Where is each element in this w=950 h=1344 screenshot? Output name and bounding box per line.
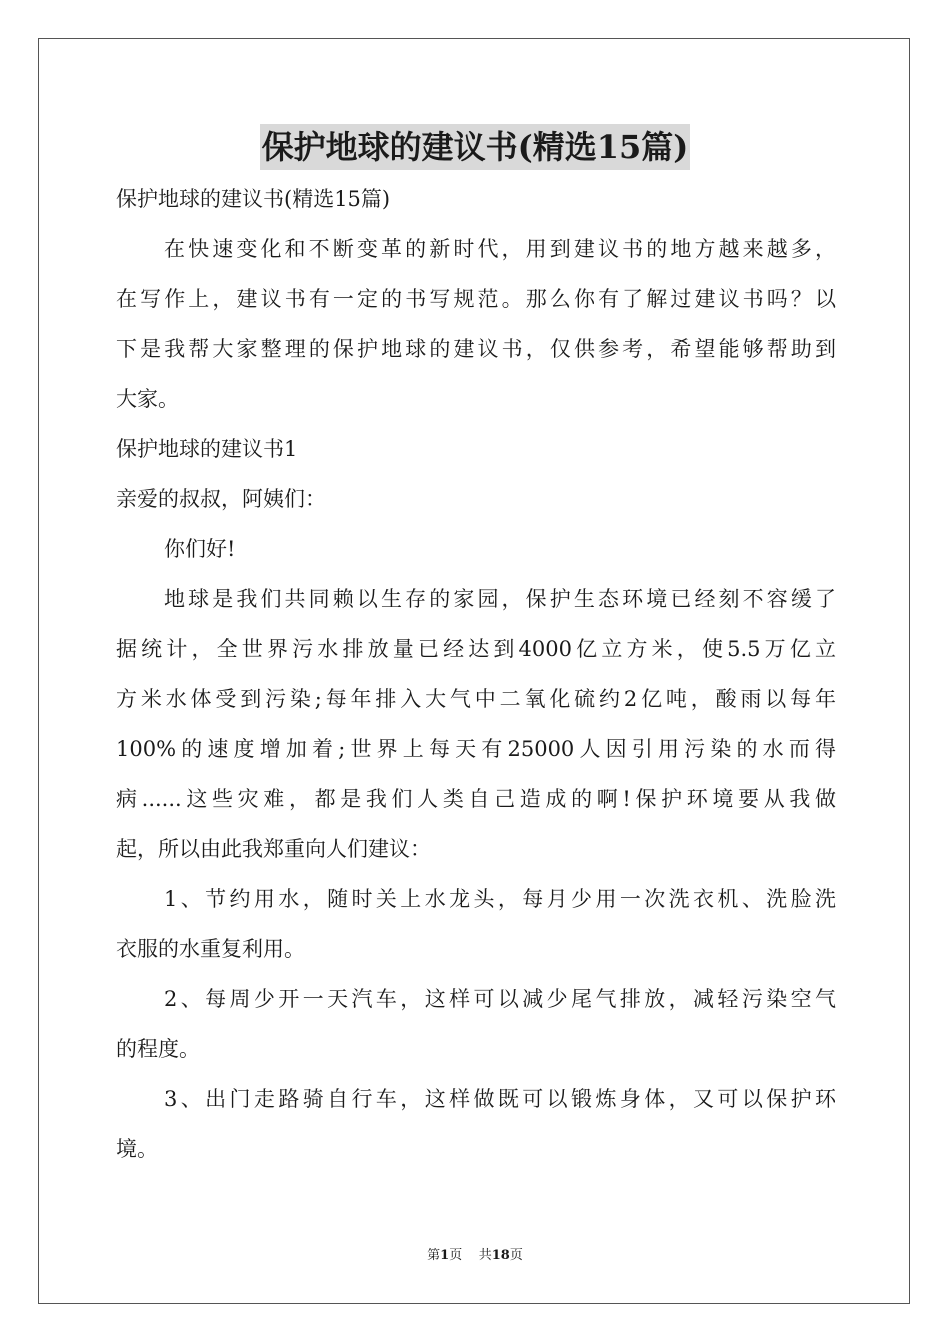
text-line: 下是我帮大家整理的保护地球的建议书，仅供参考，希望能够帮助到 — [116, 337, 836, 361]
text-line: 1、节约用水，随时关上水龙头，每月少用一次洗衣机、洗脸洗 — [164, 887, 836, 911]
text-line: 100%的速度增加着;世界上每天有25000人因引用污染的水而得 — [116, 737, 836, 761]
text-line: 你们好! — [164, 537, 236, 561]
title-container — [0, 124, 950, 170]
text-line: 在写作上，建议书有一定的书写规范。那么你有了解过建议书吗？以 — [116, 287, 836, 311]
text-line: 保护地球的建议书1 — [116, 437, 298, 461]
text-line: 3、出门走路骑自行车，这样做既可以锻炼身体，又可以保护环 — [164, 1087, 836, 1111]
text-line: 在快速变化和不断变革的新时代，用到建议书的地方越来越多， — [164, 237, 836, 261]
footer-total-prefix: 共 — [478, 1248, 492, 1263]
text-line: 保护地球的建议书(精选15篇) — [116, 187, 391, 211]
footer-page-prefix: 第 — [427, 1248, 441, 1263]
text-line: 境。 — [116, 1137, 158, 1161]
footer-page-number: 1 — [440, 1248, 450, 1263]
footer-total-suffix: 页 — [509, 1248, 523, 1263]
text-line: 亲爱的叔叔，阿姨们： — [116, 487, 326, 511]
text-line: 方米水体受到污染;每年排入大气中二氧化硫约2亿吨，酸雨以每年 — [116, 687, 836, 711]
text-line: 大家。 — [116, 387, 179, 411]
text-line: 的程度。 — [116, 1037, 200, 1061]
text-line: 2、每周少开一天汽车，这样可以减少尾气排放，减轻污染空气 — [164, 987, 836, 1011]
text-line: 据统计，全世界污水排放量已经达到4000亿立方米，使5.5万亿立 — [116, 637, 836, 661]
text-line: 地球是我们共同赖以生存的家园，保护生态环境已经刻不容缓了 — [164, 587, 836, 611]
text-line: 衣服的水重复利用。 — [116, 937, 305, 961]
document-title: 保护地球的建议书(精选15篇) — [260, 124, 691, 170]
document-body — [116, 174, 836, 1174]
page-footer — [0, 1247, 950, 1265]
footer-page-suffix: 页 — [449, 1248, 463, 1263]
footer-total-pages: 18 — [491, 1248, 510, 1263]
text-line: 病......这些灾难，都是我们人类自己造成的啊!保护环境要从我做 — [116, 787, 836, 811]
text-line: 起，所以由此我郑重向人们建议： — [116, 837, 431, 861]
